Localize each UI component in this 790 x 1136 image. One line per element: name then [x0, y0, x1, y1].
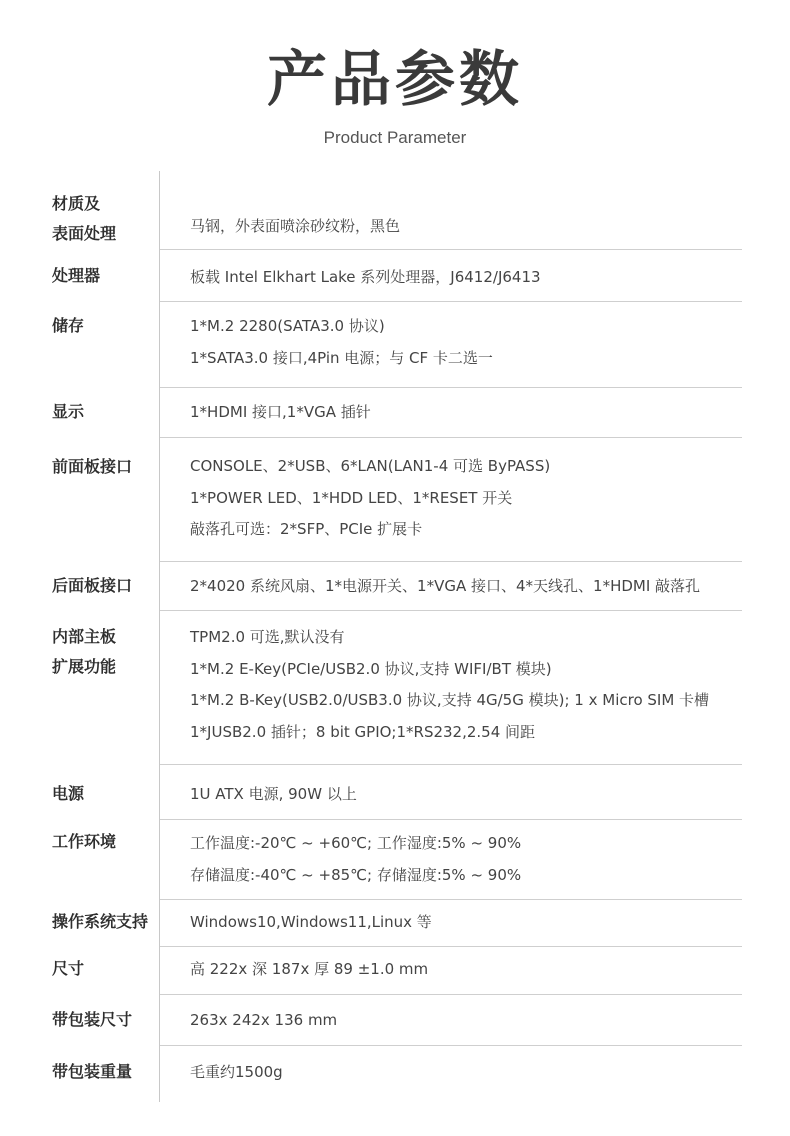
row-label-line: 处理器: [52, 266, 101, 285]
row-value: [190, 1005, 337, 1037]
row-divider: [160, 561, 742, 562]
row-value-line: 毛重约1500g: [190, 1063, 283, 1081]
row-label: [52, 954, 84, 984]
row-value: [190, 397, 371, 429]
row-divider: [160, 946, 742, 947]
row-label: [52, 261, 100, 291]
row-divider: [160, 301, 742, 302]
row-divider: [160, 610, 742, 611]
row-label: [52, 1005, 132, 1035]
row-value-line: 马钢，外表面喷涂砂纹粉，黑色: [190, 217, 401, 235]
row-value: [190, 211, 400, 243]
row-value: [190, 451, 550, 546]
page-header: [0, 0, 790, 160]
row-value-line: CONSOLE、2*USB、6*LAN(LAN1-4 可选 ByPASS): [190, 457, 551, 475]
page-subtitle: Product Parameter: [323, 128, 467, 147]
row-value-line: 1*SATA3.0 接口,4Pin 电源；与 CF 卡二选一: [190, 348, 493, 367]
row-label-line: 显示: [52, 402, 85, 421]
row-label: [52, 1057, 132, 1087]
row-label-line: 电源: [52, 784, 85, 803]
row-value-line: 2*4020 系统风扇、1*电源开关、1*VGA 接口、4*天线孔、1*HDMI 敲落孔: [190, 577, 701, 595]
row-value: [190, 1057, 283, 1089]
row-value-line: 1*M.2 B-Key(USB2.0/USB3.0 协议,支持 4G/5G 模块); 1 x Micro SIM 卡槽: [190, 691, 710, 709]
row-divider: [160, 249, 742, 250]
row-label: [52, 452, 132, 482]
row-label-line: 后面板接口: [52, 576, 133, 595]
row-value-line: TPM2.0 可选,默认没有: [190, 628, 345, 646]
row-value: [190, 311, 493, 374]
row-label: [52, 571, 132, 601]
row-value-line: 板载 Intel Elkhart Lake 系列处理器，J6412/J6413: [190, 268, 541, 286]
row-value-line: Windows10,Windows11,Linux 等: [190, 913, 432, 931]
row-value-line: 1*M.2 E-Key(PCIe/USB2.0 协议,支持 WIFI/BT 模块): [190, 659, 552, 678]
row-value-line: 263x 242x 136 mm: [190, 1011, 338, 1029]
row-value-line: 1*HDMI 接口,1*VGA 插针: [190, 403, 371, 421]
row-label-line: 储存: [52, 316, 85, 335]
row-label-line: 操作系统支持: [52, 912, 149, 931]
row-value: [190, 622, 709, 748]
row-label-line: 表面处理: [52, 224, 117, 243]
row-label: [52, 622, 116, 682]
row-divider: [160, 899, 742, 900]
row-divider: [160, 1045, 742, 1046]
row-label-line: 扩展功能: [52, 657, 117, 676]
row-label: [52, 189, 116, 249]
row-value-line: 工作温度:-20℃ ~ +60℃; 工作湿度:5% ~ 90%: [190, 834, 522, 852]
row-value-line: 1U ATX 电源, 90W 以上: [190, 785, 357, 803]
row-label: [52, 397, 84, 427]
row-value-line: 1*POWER LED、1*HDD LED、1*RESET 开关: [190, 488, 513, 507]
row-divider: [160, 387, 742, 388]
table-divider-vertical: [159, 171, 160, 1102]
row-divider: [160, 764, 742, 765]
row-value-line: 1*JUSB2.0 插针；8 bit GPIO;1*RS232,2.54 间距: [190, 722, 536, 741]
row-divider: [160, 437, 742, 438]
row-value-line: 敲落孔可选：2*SFP、PCIe 扩展卡: [190, 520, 423, 538]
row-value: [190, 262, 541, 294]
row-label-line: 尺寸: [52, 959, 85, 978]
row-label-line: 带包装尺寸: [52, 1010, 133, 1029]
row-label-line: 工作环境: [52, 832, 117, 851]
row-value-line: 1*M.2 2280(SATA3.0 协议): [190, 317, 385, 335]
row-label: [52, 311, 84, 341]
row-label-line: 内部主板: [52, 627, 117, 646]
page-title: 产品参数: [267, 45, 523, 115]
row-label: [52, 779, 84, 809]
row-value-line: 高 222x 深 187x 厚 89 ±1.0 mm: [190, 960, 429, 978]
row-value: [190, 954, 428, 986]
row-divider: [160, 994, 742, 995]
row-divider: [160, 819, 742, 820]
row-value: [190, 571, 700, 603]
row-label-line: 材质及: [52, 194, 101, 213]
row-label: [52, 907, 148, 937]
row-label-line: 前面板接口: [52, 457, 133, 476]
row-value: [190, 779, 357, 811]
row-value-line: 存储温度:-40℃ ~ +85℃; 存储湿度:5% ~ 90%: [190, 865, 522, 884]
row-value: [190, 828, 521, 891]
row-value: [190, 907, 432, 939]
row-label-line: 带包装重量: [52, 1062, 133, 1081]
row-label: [52, 827, 116, 857]
